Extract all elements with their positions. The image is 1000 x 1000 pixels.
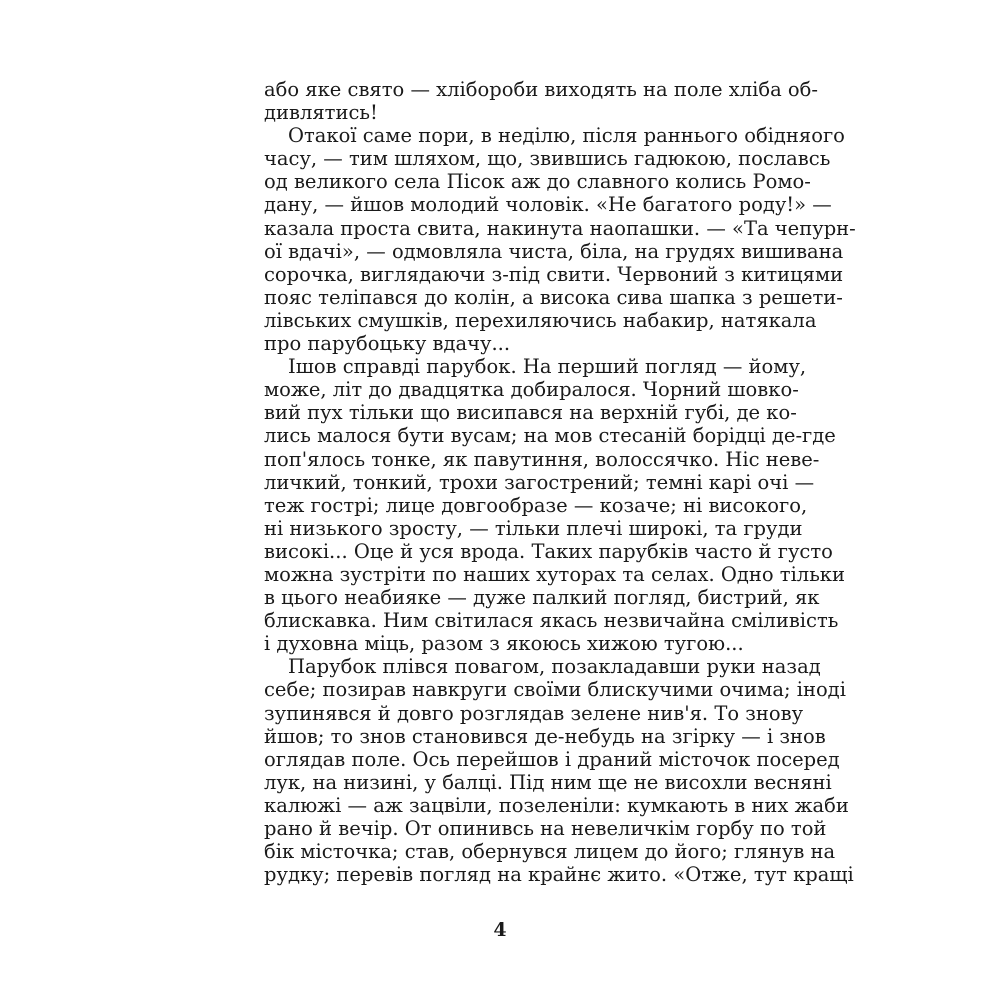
text-line: блискавка. Ним світилася якась незвичайна сміливість [264, 609, 839, 633]
text-line: рудку; перевів погляд на крайнє жито. «Отже, тут кращі [264, 863, 854, 887]
text-line: бік місточка; став, обернувся лицем до його; глянув на [264, 840, 836, 864]
text-line: пояс теліпався до колін, а висока сива шапка з решети- [264, 285, 843, 309]
text-line: часу, — тим шляхом, що, звившись гадюкою, пославсь [264, 147, 831, 171]
text-line: дивлятись! [264, 101, 378, 125]
text-line: або яке свято — хлібороби виходять на поле хліба об- [264, 78, 818, 101]
text-line: личкий, тонкий, трохи загострений; темні карі очі — [264, 470, 815, 494]
text-line: ої вдачі», — одмовляла чиста, біла, на грудях вишивана [264, 239, 844, 263]
text-line: калюжі — аж зацвіли, позеленіли: кумкають в них жаби [264, 793, 849, 817]
text-line: лись малося бути вусам; на мов стесаній борідці де-где [264, 424, 836, 448]
text-line: йшов; то знов становився де-небудь на згірку — і знов [264, 724, 826, 748]
text-line: і духовна міць, разом з якоюсь хижою тугою... [264, 632, 744, 656]
text-line: рано й вечір. От опинивсь на невеличкім горбу по той [264, 817, 827, 840]
text-line: лук, на низині, у балці. Під ним ще не висохли весняні [264, 770, 832, 794]
paragraph [264, 124, 856, 356]
text-line: лівських смушків, перехиляючись набакир, натякала [264, 308, 817, 332]
document-page [264, 78, 856, 887]
paragraph [264, 655, 854, 887]
text-line: од великого села Пісок аж до славного колись Ромо- [264, 170, 811, 194]
text-line: можна зустріти по наших хуторах та селах. Одно тільки [264, 562, 845, 586]
text-line: Отакої саме пори, в неділю, після раннього обідняого [288, 124, 845, 148]
text-line: зупинявся й довго розглядав зелене нив'я. То знову [264, 701, 804, 725]
text-line: вий пух тільки що висипався на верхній губі, де ко- [264, 401, 797, 425]
text-line: теж гострі; лице довгообразе — козаче; ні високого, [264, 493, 808, 517]
text-line: дану, — йшов молодий чоловік. «Не багатого роду!» — [264, 193, 832, 217]
text-line: ні низького зросту, — тільки плечі широкі, та груди [264, 516, 803, 540]
paragraph [264, 78, 818, 125]
paragraph [264, 355, 845, 656]
text-line: казала проста свита, накинута наопашки. — «Та чепурн- [264, 216, 856, 240]
text-line: Парубок плівся повагом, позакладавши руки назад [288, 655, 821, 679]
text-line: оглядав поле. Ось перейшов і драний місточок посеред [264, 747, 840, 771]
text-line: в цього неабияке — дуже палкий погляд, бистрий, як [264, 586, 820, 610]
text-line: може, літ до двадцятка добиралося. Чорний шовко- [264, 378, 799, 402]
text-line: про парубоцьку вдачу... [264, 332, 511, 356]
page-number: 4 [493, 919, 507, 941]
text-line: сорочка, виглядаючи з-під свити. Червоний з китицями [264, 262, 844, 286]
text-line: поп'ялось тонке, як павутиння, волоссячко. Ніс неве- [264, 447, 820, 471]
text-line: високі... Оце й уся врода. Таких парубків часто й густо [264, 539, 833, 563]
text-line: Ішов справді парубок. На перший погляд — йому, [288, 355, 807, 379]
text-line: себе; позирав навкруги своїми блискучими очима; іноді [264, 678, 846, 702]
